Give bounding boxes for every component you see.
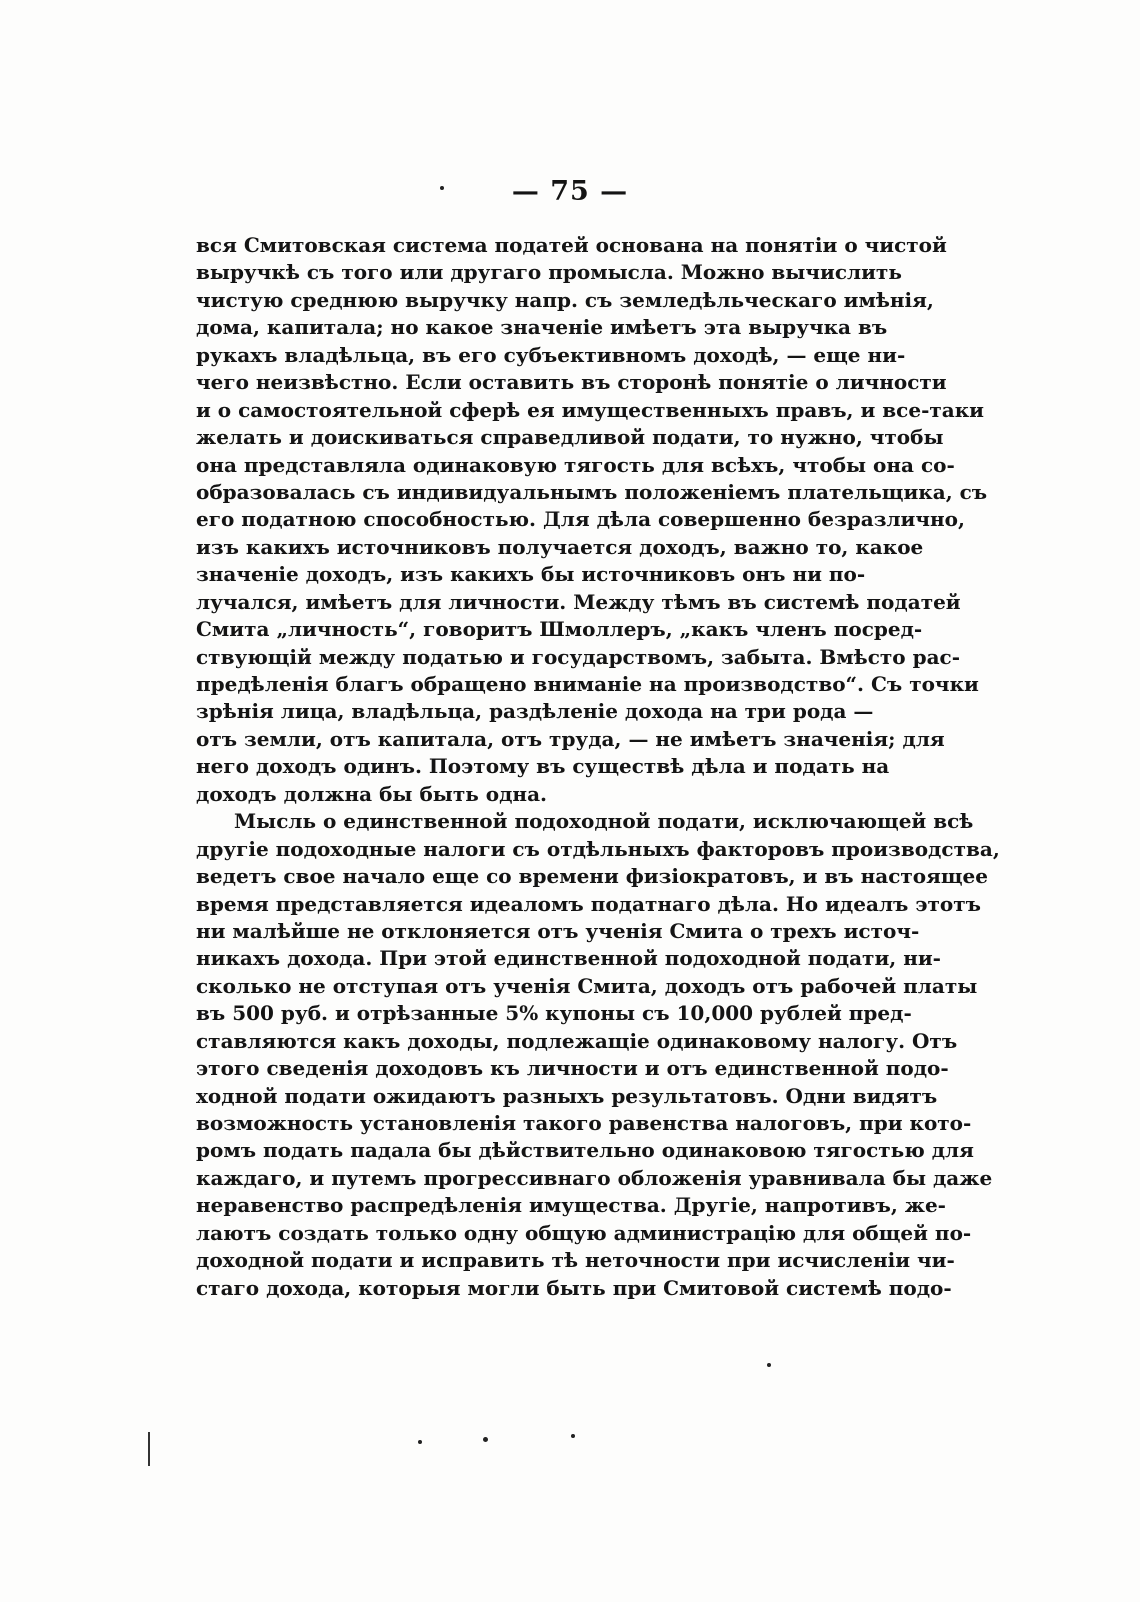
paragraph-1	[196, 232, 988, 808]
text-line: его податною способностью. Для дѣла совершенно безразлично,	[196, 507, 965, 532]
text-line: вся Смитовская система податей основана на понятіи о чистой	[196, 233, 947, 257]
text-line: желать и доискиваться справедливой подати, то нужно, чтобы	[196, 425, 944, 450]
text-line: выручкѣ съ того или другаго промысла. Можно вычислить	[196, 260, 902, 285]
text-line: ходной подати ожидаютъ разныхъ результатовъ. Одни видятъ	[196, 1083, 938, 1108]
text-line: образовалась съ индивидуальнымъ положеніемъ плательщика, съ	[196, 479, 988, 504]
text-line: предѣленія благъ обращено вниманіе на производство“. Съ точки	[196, 672, 979, 696]
scan-edge-mark	[148, 1432, 150, 1466]
text-line: ставляются какъ доходы, подлежащіе одинаковому налогу. Отъ	[196, 1028, 958, 1053]
text-line: Мысль о единственной подоходной подати, исключающей всѣ	[234, 809, 974, 834]
text-line: она представляла одинаковую тягость для всѣхъ, чтобы она со-	[196, 452, 955, 477]
text-line: неравенство распредѣленія имущества. Другіе, напротивъ, же-	[196, 1193, 946, 1218]
text-line: ромъ подать падала бы дѣйствительно одинаковою тягостью для	[196, 1138, 974, 1163]
text-line: рукахъ владѣльца, въ его субъективномъ доходѣ, — еще ни-	[196, 342, 906, 367]
text-line: него доходъ одинъ. Поэтому въ существѣ дѣла и подать на	[196, 754, 890, 779]
text-line: никахъ дохода. При этой единственной подоходной подати, ни-	[196, 946, 941, 971]
text-line: возможность установленія такого равенства налоговъ, при кото-	[196, 1111, 972, 1135]
scan-speck	[418, 1440, 422, 1444]
text-line: въ 500 руб. и отрѣзанные 5% купоны съ 10,000 рублей пред-	[196, 1001, 912, 1026]
page-number: — 75 —	[511, 176, 629, 207]
scan-speck	[440, 186, 444, 190]
text-line: стаго дохода, которыя могли быть при Смитовой системѣ подо-	[196, 1275, 952, 1300]
scan-speck	[767, 1363, 771, 1367]
text-line: значеніе доходъ, изъ какихъ бы источниковъ онъ ни по-	[196, 562, 866, 587]
text-line: ведетъ свое начало еще со времени физіократовъ, и въ настоящее	[196, 864, 988, 889]
paragraph-2	[196, 808, 1000, 1302]
text-line: время представляется идеаломъ податнаго дѣла. Но идеалъ этотъ	[196, 891, 981, 916]
text-line: зрѣнія лица, владѣльца, раздѣленіе дохода на три рода —	[196, 699, 874, 724]
text-line: ни малѣйше не отклоняется отъ ученія Смита о трехъ источ-	[196, 918, 920, 943]
text-line: сколько не отступая отъ ученія Смита, доходъ отъ рабочей платы	[196, 973, 978, 998]
body-text	[196, 232, 1000, 1302]
text-line: ствующій между податью и государствомъ, забыта. Вмѣсто рас-	[196, 644, 961, 669]
text-line: чистую среднюю выручку напр. съ земледѣльческаго имѣнія,	[196, 287, 934, 312]
scan-speck	[483, 1437, 488, 1442]
text-line: другіе подоходные налоги съ отдѣльныхъ факторовъ производства,	[196, 836, 1000, 861]
text-line: лаютъ создать только одну общую администрацію для общей по-	[196, 1220, 972, 1245]
text-line: этого сведенія доходовъ къ личности и отъ единственной подо-	[196, 1056, 949, 1081]
text-line: чего неизвѣстно. Если оставить въ сторонѣ понятіе о личности	[196, 370, 947, 395]
text-line: лучался, имѣетъ для личности. Между тѣмъ въ системѣ податей	[196, 589, 961, 614]
scan-speck	[571, 1434, 575, 1438]
text-line: изъ какихъ источниковъ получается доходъ, важно то, какое	[196, 534, 924, 559]
text-line: и о самостоятельной сферѣ ея имущественныхъ правъ, и все-таки	[196, 397, 985, 422]
text-line: доходной подати и исправить тѣ неточности при исчисленіи чи-	[196, 1248, 955, 1273]
text-line: дома, капитала; но какое значеніе имѣетъ эта выручка въ	[196, 315, 888, 340]
text-line: доходъ должна бы быть одна.	[196, 781, 547, 806]
text-line: каждаго, и путемъ прогрессивнаго обложенія уравнивала бы даже	[196, 1165, 993, 1190]
text-line: отъ земли, отъ капитала, отъ труда, — не имѣетъ значенія; для	[196, 726, 945, 751]
text-line: Смита „личность“, говоритъ Шмоллеръ, „какъ членъ посред-	[196, 617, 923, 642]
